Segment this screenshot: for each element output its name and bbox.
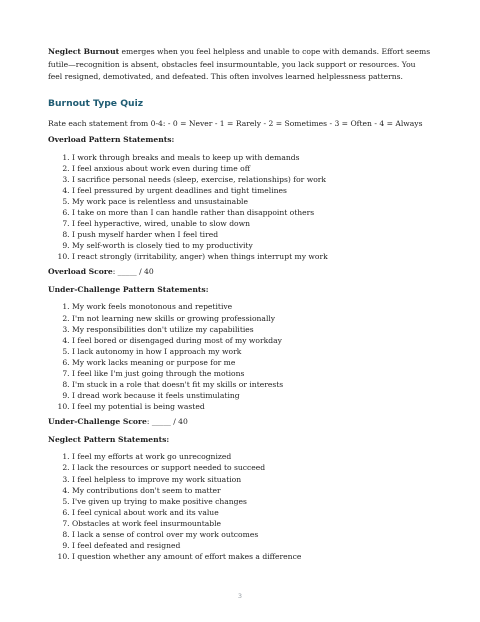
statement-item: 10. I react strongly (irritability, anger) when things interrupt my work — [72, 251, 432, 262]
statement-item: 9. My self-worth is closely tied to my productivity — [72, 240, 432, 251]
statement-item: 4. My contributions don't seem to matter — [72, 485, 432, 496]
statement-item: 4. I feel pressured by urgent deadlines and tight timelines — [72, 185, 432, 196]
statement-item: 5. I've given up trying to make positive changes — [72, 496, 432, 507]
statement-item: 6. I feel cynical about work and its value — [72, 507, 432, 518]
statement-item: 7. I feel hyperactive, wired, unable to slow down — [72, 218, 432, 229]
statement-item: 8. I push myself harder when I feel tired — [72, 229, 432, 240]
statement-item: 8. I lack a sense of control over my work outcomes — [72, 529, 432, 540]
score-blank: : _____ / 40 — [146, 417, 188, 427]
rating-instructions: Rate each statement from 0-4: - 0 = Never - 1 = Rarely - 2 = Sometimes - 3 = Often - 4 = Always — [48, 118, 423, 128]
statement-item: 9. I feel defeated and resigned — [72, 540, 432, 551]
neglect-section-heading: Neglect Pattern Statements: — [48, 434, 170, 444]
statement-item: 1. I work through breaks and meals to keep up with demands — [72, 152, 432, 163]
statement-item: 7. Obstacles at work feel insurmountable — [72, 518, 432, 529]
under-challenge-statement-list — [48, 301, 432, 412]
statement-item: 9. I dread work because it feels unstimulating — [72, 390, 432, 401]
statement-item: 6. I take on more than I can handle rather than disappoint others — [72, 207, 432, 218]
neglect-burnout-intro — [48, 46, 432, 84]
intro-term: Neglect Burnout — [48, 47, 120, 56]
statement-item: 2. I lack the resources or support needed to succeed — [72, 462, 432, 473]
under-challenge-score-line — [48, 416, 432, 429]
statement-item: 10. I feel my potential is being wasted — [72, 401, 432, 412]
overload-statement-list — [48, 152, 432, 263]
statement-item: 4. I feel bored or disengaged during most of my workday — [72, 335, 432, 346]
statement-item: 6. My work lacks meaning or purpose for me — [72, 357, 432, 368]
statement-item: 1. My work feels monotonous and repetitive — [72, 301, 432, 312]
statement-item: 8. I'm stuck in a role that doesn't fit my skills or interests — [72, 379, 432, 390]
statement-item: 7. I feel like I'm just going through the motions — [72, 368, 432, 379]
statement-item: 3. My responsibilities don't utilize my capabilities — [72, 324, 432, 335]
statement-item: 3. I feel helpless to improve my work situation — [72, 474, 432, 485]
overload-section-heading: Overload Pattern Statements: — [48, 135, 175, 144]
statement-item: 2. I feel anxious about work even during time off — [72, 163, 432, 174]
overload-score-line — [48, 266, 432, 279]
score-label: Under-Challenge Score — [48, 417, 147, 427]
under-challenge-section-heading: Under-Challenge Pattern Statements: — [48, 284, 209, 294]
intro-text: emerges when you feel helpless and unable to cope with demands. Effort seems futile—recognition is absent, obstacles feel insurmountable, you lack support or resources. You feel resigned, demotivated, and defeated. This often involves learned helplessness patterns. — [48, 47, 431, 81]
score-blank: : _____ / 40 — [112, 267, 154, 277]
statement-item: 1. I feel my efforts at work go unrecognized — [72, 451, 432, 462]
quiz-sections — [48, 134, 432, 562]
score-label: Overload Score — [48, 267, 113, 277]
statement-item: 10. I question whether any amount of effort makes a difference — [72, 551, 432, 562]
statement-item: 5. I lack autonomy in how I approach my work — [72, 346, 432, 357]
statement-item: 3. I sacrifice personal needs (sleep, exercise, relationships) for work — [72, 174, 432, 185]
statement-item: 2. I'm not learning new skills or growing professionally — [72, 313, 432, 324]
neglect-statement-list — [48, 451, 432, 562]
page-number: 3 — [237, 592, 243, 600]
quiz-heading: Burnout Type Quiz — [48, 97, 144, 109]
statement-item: 5. My work pace is relentless and unsustainable — [72, 196, 432, 207]
